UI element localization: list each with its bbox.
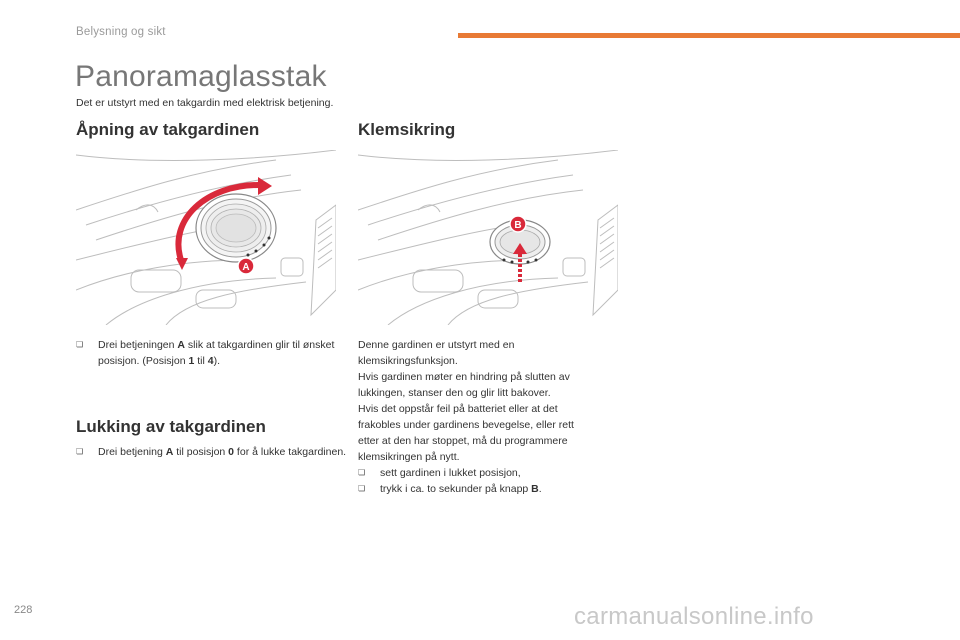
bullet-item: ❏ Drei betjeningen A slik at takgardinen glir til ønsket posisjon. (Posisjon 1 til 4). [76,339,335,367]
section-accent-bar [458,33,960,38]
instruction-rotate-open [76,337,348,369]
anti-pinch-description [358,337,628,497]
callout-a-label: A [242,262,250,273]
anti-pinch-button-illustration [358,150,618,325]
heading-opening: Åpning av takgardinen [76,120,260,139]
square-bullet-icon: ❏ [76,447,84,456]
page-title: Panoramaglasstak [75,60,327,93]
site-watermark: carmanualsonline.info [574,603,814,630]
paragraph-line: Hvis det oppstår feil på batteriet eller at det [358,403,558,415]
roof-blind-rotary-control-illustration [76,150,336,325]
heading-closing: Lukking av takgardinen [76,417,266,436]
paragraph-line: etter at den har stoppet, må du programmere [358,435,568,447]
section-header: Belysning og sikt [76,26,166,38]
paragraph-line: frakobles under gardinens bevegelse, eller rett [358,419,574,431]
paragraph-line: klemsikringsfunksjon. [358,355,458,367]
paragraph-line: lukkingen, stanser den og glir litt bakover. [358,387,551,399]
page-subtitle: Det er utstyrt med en takgardin med elektrisk betjening. [76,97,334,109]
bullet-item: ❏ Drei betjening A til posisjon 0 for å lukke takgardinen. [76,446,347,458]
bullet-item: ❏ sett gardinen i lukket posisjon, [358,467,521,479]
instruction-rotate-close [76,444,348,460]
paragraph-line: klemsikringen på nytt. [358,451,460,463]
paragraph-line: Hvis gardinen møter en hindring på slutten av [358,371,570,383]
square-bullet-icon: ❏ [358,484,366,493]
page-number: 228 [14,604,33,616]
heading-anti-pinch: Klemsikring [358,120,456,139]
bullet-item: ❏ trykk i ca. to sekunder på knapp B. [358,483,542,495]
square-bullet-icon: ❏ [358,468,366,477]
callout-b-label: B [514,220,522,231]
paragraph-line: Denne gardinen er utstyrt med en [358,339,515,351]
square-bullet-icon: ❏ [76,340,84,349]
